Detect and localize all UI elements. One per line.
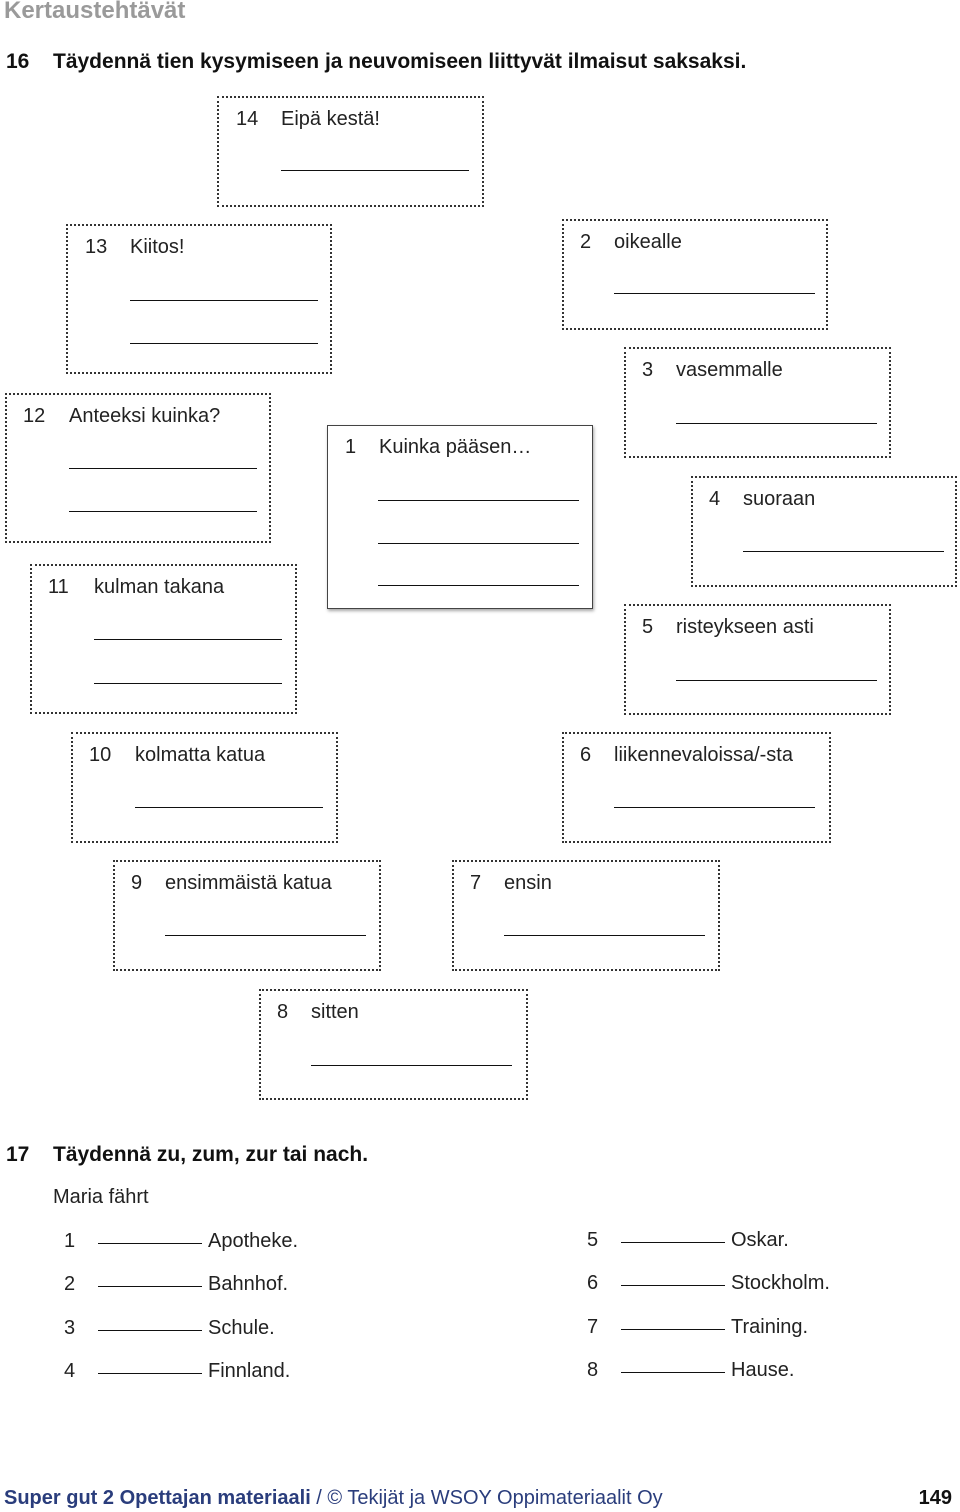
item-text: oikealle bbox=[614, 231, 682, 253]
item-number: 2 bbox=[580, 231, 592, 253]
box-label bbox=[48, 576, 224, 599]
item-number: 8 bbox=[277, 1001, 289, 1023]
box-label bbox=[277, 1001, 359, 1024]
answer-line[interactable] bbox=[743, 551, 944, 552]
answer-line[interactable] bbox=[504, 935, 705, 936]
box-label bbox=[89, 744, 265, 767]
answer-line[interactable] bbox=[94, 639, 282, 640]
exercise-item bbox=[587, 1272, 830, 1295]
item-text: Kiitos! bbox=[130, 236, 185, 258]
item-number: 7 bbox=[587, 1316, 599, 1338]
item-text: liikennevaloissa/-sta bbox=[614, 744, 793, 766]
box-4 bbox=[691, 476, 957, 587]
answer-blank[interactable] bbox=[621, 1242, 725, 1243]
item-number: 12 bbox=[23, 405, 46, 427]
item-text: Bahnhof. bbox=[208, 1273, 289, 1295]
answer-line[interactable] bbox=[614, 293, 815, 294]
answer-blank[interactable] bbox=[621, 1372, 725, 1373]
answer-line[interactable] bbox=[378, 585, 579, 586]
item-text: Oskar. bbox=[731, 1229, 789, 1251]
answer-line[interactable] bbox=[378, 543, 579, 544]
box-label bbox=[642, 359, 783, 382]
item-number: 4 bbox=[709, 488, 721, 510]
box-7 bbox=[452, 860, 720, 971]
item-number: 14 bbox=[236, 108, 259, 130]
answer-blank[interactable] bbox=[621, 1285, 725, 1286]
box-1 bbox=[327, 425, 593, 609]
box-9 bbox=[113, 860, 381, 971]
task-instruction: Täydennä zu, zum, zur tai nach. bbox=[53, 1143, 369, 1166]
exercise-item bbox=[64, 1273, 288, 1296]
item-text: Finnland. bbox=[208, 1360, 291, 1382]
box-label bbox=[85, 236, 184, 259]
answer-line[interactable] bbox=[165, 935, 366, 936]
page-number: 149 bbox=[918, 1487, 952, 1509]
item-text: ensin bbox=[504, 872, 552, 894]
box-8 bbox=[259, 989, 528, 1100]
item-text: vasemmalle bbox=[676, 359, 783, 381]
item-number: 5 bbox=[642, 616, 654, 638]
answer-line[interactable] bbox=[614, 807, 815, 808]
task-number: 17 bbox=[6, 1143, 30, 1166]
item-number: 3 bbox=[642, 359, 654, 381]
item-text: ensimmäistä katua bbox=[165, 872, 332, 894]
answer-blank[interactable] bbox=[98, 1243, 202, 1244]
box-label bbox=[236, 108, 380, 131]
box-label bbox=[23, 405, 220, 428]
answer-blank[interactable] bbox=[621, 1329, 725, 1330]
box-label bbox=[470, 872, 552, 895]
box-label bbox=[580, 231, 682, 254]
box-13 bbox=[66, 224, 332, 374]
exercise-item bbox=[64, 1317, 275, 1340]
task-instruction: Täydennä tien kysymiseen ja neuvomiseen liittyvät ilmaisut saksaksi. bbox=[53, 50, 747, 73]
answer-line[interactable] bbox=[135, 807, 323, 808]
item-text: Apotheke. bbox=[208, 1230, 299, 1252]
item-number: 9 bbox=[131, 872, 143, 894]
item-text: kulman takana bbox=[94, 576, 225, 598]
item-number: 5 bbox=[587, 1229, 599, 1251]
box-label bbox=[131, 872, 332, 895]
answer-line[interactable] bbox=[130, 300, 318, 301]
item-number: 8 bbox=[587, 1359, 599, 1381]
task-16-heading bbox=[6, 50, 746, 74]
item-number: 10 bbox=[89, 744, 112, 766]
item-number: 1 bbox=[64, 1230, 76, 1252]
item-number: 6 bbox=[587, 1272, 599, 1294]
footer bbox=[4, 1487, 663, 1510]
item-text: risteykseen asti bbox=[676, 616, 814, 638]
exercise-intro: Maria fährt bbox=[53, 1186, 149, 1208]
answer-line[interactable] bbox=[676, 680, 877, 681]
item-text: Hause. bbox=[731, 1359, 795, 1381]
item-number: 2 bbox=[64, 1273, 76, 1295]
item-number: 7 bbox=[470, 872, 482, 894]
section-title: Kertaustehtävät bbox=[4, 0, 186, 24]
answer-blank[interactable] bbox=[98, 1330, 202, 1331]
item-text: Anteeksi kuinka? bbox=[69, 405, 221, 427]
item-text: sitten bbox=[311, 1001, 359, 1023]
answer-blank[interactable] bbox=[98, 1286, 202, 1287]
answer-line[interactable] bbox=[378, 500, 579, 501]
box-label bbox=[345, 436, 531, 459]
item-number: 6 bbox=[580, 744, 592, 766]
item-number: 3 bbox=[64, 1317, 76, 1339]
exercise-item bbox=[587, 1229, 789, 1252]
answer-line[interactable] bbox=[69, 468, 257, 469]
box-5 bbox=[624, 604, 891, 715]
box-12 bbox=[5, 393, 271, 543]
item-number: 11 bbox=[48, 576, 69, 598]
task-17-heading bbox=[6, 1143, 368, 1167]
box-label bbox=[642, 616, 814, 639]
item-text: Kuinka pääsen… bbox=[379, 436, 532, 458]
answer-line[interactable] bbox=[676, 423, 877, 424]
item-number: 1 bbox=[345, 436, 357, 458]
box-label bbox=[580, 744, 793, 767]
exercise-item bbox=[64, 1360, 290, 1383]
item-number: 4 bbox=[64, 1360, 76, 1382]
exercise-item bbox=[587, 1316, 808, 1339]
exercise-item bbox=[587, 1359, 794, 1382]
item-text: kolmatta katua bbox=[135, 744, 266, 766]
box-2 bbox=[562, 219, 828, 330]
box-label bbox=[709, 488, 815, 511]
item-text: Schule. bbox=[208, 1317, 275, 1339]
answer-line[interactable] bbox=[94, 683, 282, 684]
answer-line[interactable] bbox=[281, 170, 469, 171]
answer-line[interactable] bbox=[130, 343, 318, 344]
box-11 bbox=[30, 564, 297, 714]
footer-copyright: / © Tekijät ja WSOY Oppimateriaalit Oy bbox=[310, 1487, 663, 1509]
item-text: Eipä kestä! bbox=[281, 108, 380, 130]
item-text: Training. bbox=[731, 1316, 809, 1338]
box-14 bbox=[217, 96, 484, 207]
box-6 bbox=[562, 732, 831, 843]
task-number: 16 bbox=[6, 50, 30, 73]
footer-brand: Super gut 2 Opettajan materiaali bbox=[4, 1487, 311, 1509]
box-3 bbox=[624, 347, 891, 458]
exercise-item bbox=[64, 1230, 298, 1253]
answer-line[interactable] bbox=[69, 511, 257, 512]
item-text: suoraan bbox=[743, 488, 816, 510]
answer-line[interactable] bbox=[311, 1065, 512, 1066]
answer-blank[interactable] bbox=[98, 1373, 202, 1374]
box-10 bbox=[71, 732, 338, 843]
item-number: 13 bbox=[85, 236, 108, 258]
item-text: Stockholm. bbox=[731, 1272, 830, 1294]
